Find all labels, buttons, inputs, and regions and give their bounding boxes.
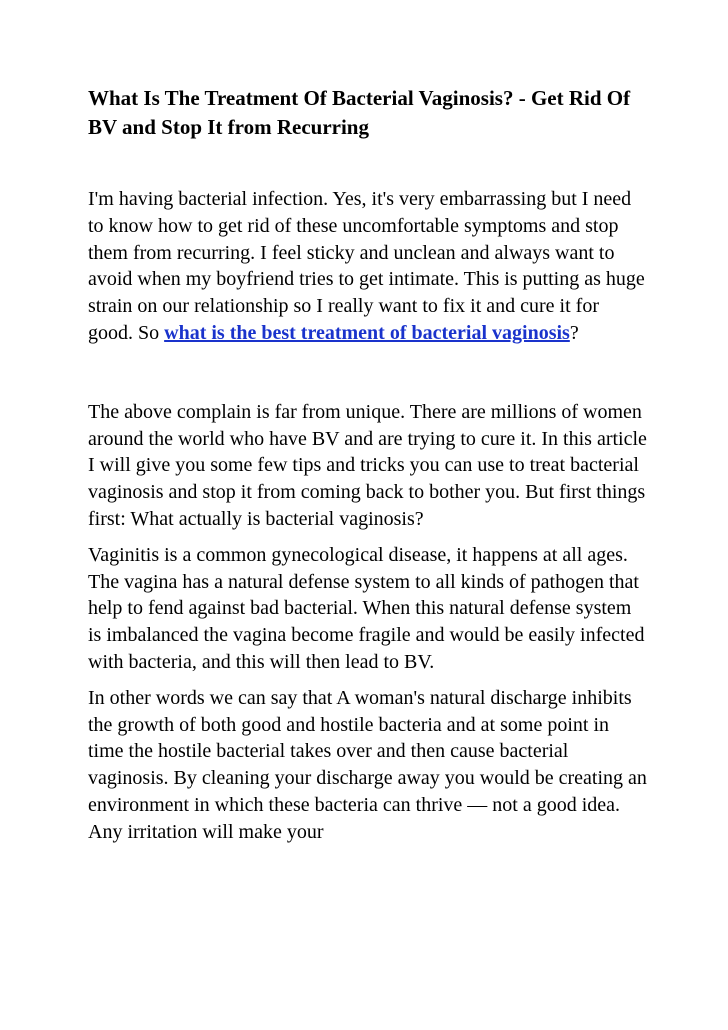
paragraph-complaint: The above complain is far from unique. There are millions of women around the world who have BV and are trying to cure it. In this article I will give you some few tips and tricks you can use to treat bacterial vaginosis and stop it from coming back to bother you. But first things first: What actually is bacterial vaginosis?: [88, 400, 647, 530]
paragraph-discharge: In other words we can say that A woman's natural discharge inhibits the growth of both good and hostile bacteria and at some point in time the hostile bacterial takes over and then cause bacterial vaginosis. By cleaning your discharge away you would be creating an environment in which these bacteria can thrive — not a good idea. Any irritation will make your: [88, 686, 647, 843]
document-title: What Is The Treatment Of Bacterial Vaginosis? - Get Rid Of BV and Stop It from Recurring: [88, 86, 631, 139]
paragraph-vaginitis: Vaginitis is a common gynecological disease, it happens at all ages. The vagina has a natural defense system to all kinds of pathogen that help to fend against bad bacterial. When this natural defense system is imbalanced the vagina become fragile and would be easily infected with bacteria, and this will then lead to BV.: [88, 543, 645, 673]
paragraph-intro: [88, 186, 648, 347]
paragraph-intro-end: ?: [569, 321, 579, 344]
document-page: [88, 84, 648, 846]
paragraph-intro-text: I'm having bacterial infection. Yes, it's very embarrassing but I need to know how to get rid of these uncomfortable symptoms and stop them from recurring. I feel sticky and unclean and always want to avoid when my boyfriend tries to get intimate. This is putting as huge strain on our relationship so I really want to fix it and cure it for good. So: [88, 188, 645, 344]
best-treatment-link[interactable]: what is the best treatment of bacterial vaginosis: [164, 321, 570, 344]
